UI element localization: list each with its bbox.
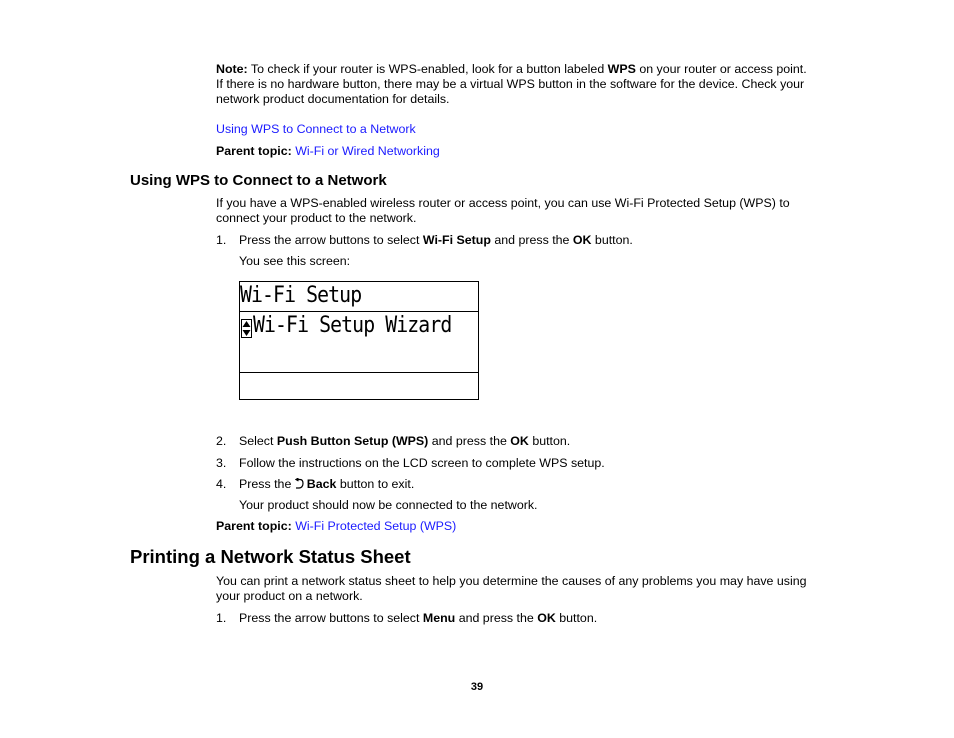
section1-intro: If you have a WPS-enabled wireless router or access point, you can use Wi-Fi Protected Setup (WPS) to connect your product to the network. [216, 196, 790, 225]
you-see-text: You see this screen: [239, 254, 351, 268]
lcd-screen [239, 281, 479, 400]
related-link-line [216, 122, 416, 137]
step2-text-a: Select [239, 434, 277, 448]
lcd-menu-item: Wi-Fi Setup Wizard [253, 313, 452, 338]
lcd-title-row [240, 282, 478, 312]
lcd-blank-row [240, 341, 478, 373]
wifi-protected-setup-link[interactable]: Wi-Fi Protected Setup (WPS) [295, 519, 457, 533]
step2-ok: OK [510, 434, 529, 448]
back-icon [295, 478, 304, 489]
step3-text: Follow the instructions on the LCD screen to complete WPS setup. [239, 456, 605, 470]
step4-text-a: Press the [239, 477, 295, 491]
step-number: 1. [216, 611, 227, 625]
note-paragraph [216, 62, 816, 107]
up-down-arrows-icon [241, 319, 252, 338]
step1-text-a: Press the arrow buttons to select [239, 233, 423, 247]
parent-topic-1 [216, 144, 440, 159]
step2-text [239, 434, 570, 449]
using-wps-link[interactable]: Using WPS to Connect to a Network [216, 122, 416, 136]
section2-step1-text [239, 611, 597, 626]
step-number: 3. [216, 456, 227, 470]
note-wps-bold: WPS [607, 62, 636, 76]
note-text-1: To check if your router is WPS-enabled, look for a button labeled [247, 62, 608, 76]
s2-step1-text-a: Press the arrow buttons to select [239, 611, 423, 625]
step1-text [239, 233, 633, 248]
wifi-or-wired-link[interactable]: Wi-Fi or Wired Networking [295, 144, 440, 158]
s2-step1-menu: Menu [422, 611, 456, 625]
s2-step1-text-c: and press the [455, 611, 538, 625]
step-number: 2. [216, 434, 227, 448]
step1-ok: OK [572, 233, 592, 247]
page-number: 39 [470, 681, 484, 693]
s2-step1-ok: OK [537, 611, 556, 625]
step2-text-e: button. [528, 434, 571, 448]
step-number: 4. [216, 477, 227, 491]
step1-text-e: button. [591, 233, 633, 247]
step4-text [239, 477, 414, 492]
section2-intro: You can print a network status sheet to help you determine the causes of any problems you may have using your product on a network. [216, 574, 807, 603]
note-label: Note: [216, 62, 248, 76]
step-number: 1. [216, 233, 227, 247]
step2-push-button-setup: Push Button Setup (WPS) [276, 434, 429, 448]
parent-topic-label: Parent topic: [216, 144, 292, 158]
s2-step1-text-e: button. [555, 611, 598, 625]
parent-topic-label: Parent topic: [216, 519, 292, 533]
section-heading-network-status: Printing a Network Status Sheet [130, 546, 411, 567]
step4-text-c: button to exit. [336, 477, 415, 491]
step1-wifi-setup: Wi-Fi Setup [422, 233, 491, 247]
section-heading-wps: Using WPS to Connect to a Network [130, 172, 387, 189]
result-text: Your product should now be connected to the network. [239, 498, 538, 512]
step4-back: Back [306, 477, 337, 491]
step1-text-c: and press the [490, 233, 573, 247]
parent-topic-2 [216, 519, 456, 534]
step2-text-c: and press the [428, 434, 511, 448]
note-text-2: on your router or access point. If there is no hardware button, there may be a virtual WPS button in the software for the device. Check your network product documentation for details. [216, 62, 807, 106]
lcd-title: Wi-Fi Setup [240, 283, 362, 308]
